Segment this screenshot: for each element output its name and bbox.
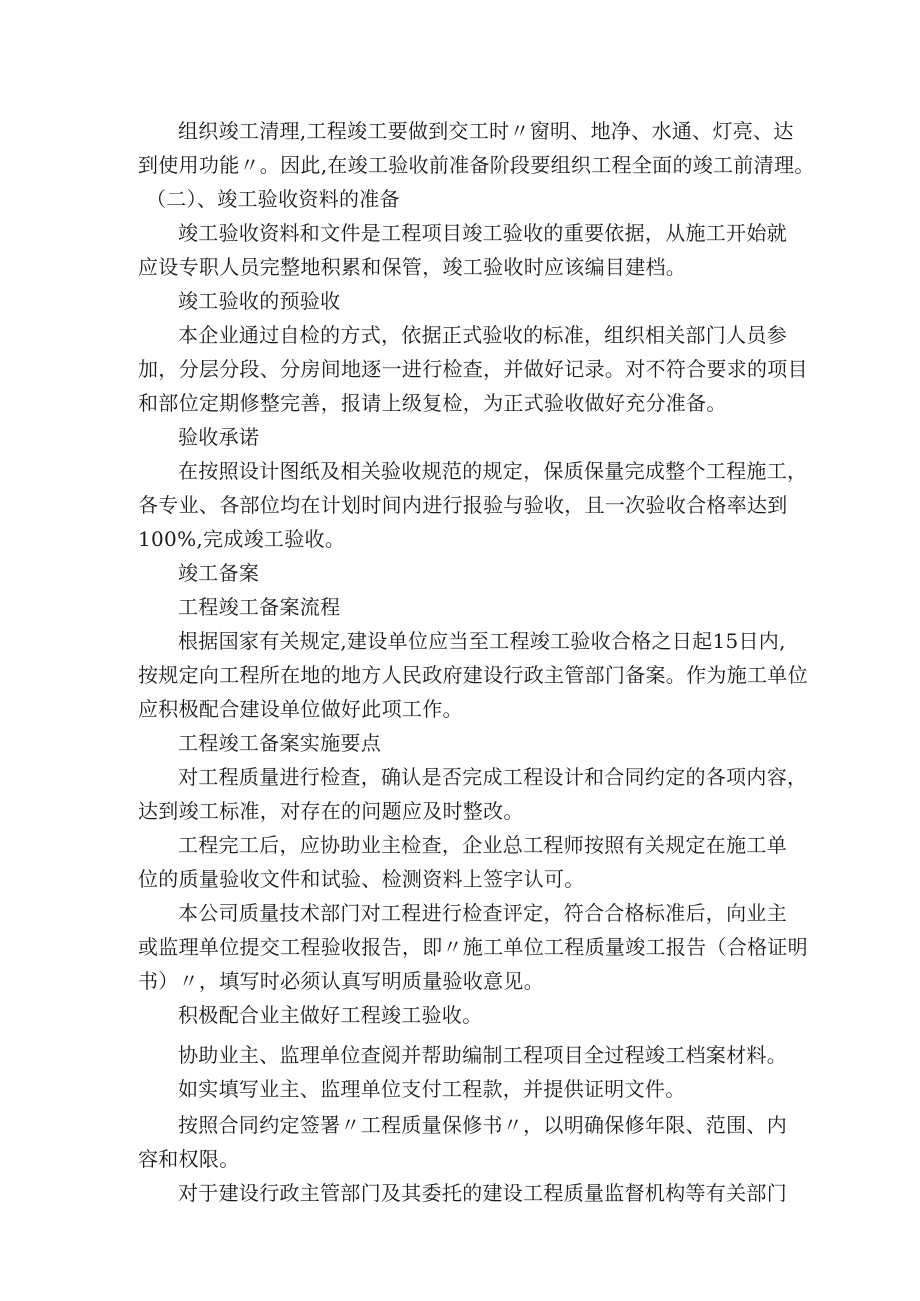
subheading: 工程竣工备案流程 — [178, 595, 341, 619]
text-line: 应设专职人员完整地积累和保管，竣工验收时应该编目建档。 — [138, 255, 687, 279]
text-line: 如实填写业主、监理单位支付工程款，并提供证明文件。 — [178, 1077, 686, 1101]
text-line: 按照合同约定签署〃工程质量保修书〃，以明确保修年限、范围、内 — [178, 1113, 787, 1137]
text-line: 根据国家有关规定,建设单位应当至工程竣工验收合格之日起15日内, — [178, 629, 786, 653]
text-line: 组织竣工清理,工程竣工要做到交工时〃窗明、地净、水通、灯亮、达 — [178, 119, 794, 143]
text-line: 容和权限。 — [138, 1147, 240, 1171]
text-line: 加，分层分段、分房间地逐一进行检查，并做好记录。对不符合要求的项目 — [138, 357, 808, 381]
text-line: 和部位定期修整完善，报请上级复检，为正式验收做好充分准备。 — [138, 391, 727, 415]
text-line: 本公司质量技术部门对工程进行检查评定，符合合格标准后，向业主 — [178, 901, 787, 925]
text-line: 各专业、各部位均在计划时间内进行报验与验收，且一次验收合格率达到 — [138, 493, 788, 517]
text-line: 书）〃，填写时必须认真写明质量验收意见。 — [138, 969, 544, 993]
subheading: 竣工验收的预验收 — [178, 289, 341, 313]
text-line: 对于建设行政主管部门及其委托的建设工程质量监督机构等有关部门 — [178, 1181, 787, 1205]
text-line: 积极配合业主做好工程竣工验收。 — [178, 1003, 483, 1027]
text-line: 竣工验收资料和文件是工程项目竣工验收的重要依据，从施工开始就 — [178, 221, 787, 245]
subheading: 验收承诺 — [178, 425, 260, 449]
text-line: 应积极配合建设单位做好此项工作。 — [138, 697, 463, 721]
text-line: 到使用功能〃。因此,在竣工验收前准备阶段要组织工程全面的竣工前清理。 — [138, 153, 815, 177]
text-line: 协助业主、监理单位查阅并帮助编制工程项目全过程竣工档案材料。 — [178, 1043, 787, 1067]
text-line: 工程完工后，应协助业主检查，企业总工程师按照有关规定在施工单 — [178, 833, 787, 857]
text-line: 达到竣工标准，对存在的问题应及时整改。 — [138, 799, 524, 823]
text-line: 100%,完成竣工验收。 — [138, 527, 346, 551]
subheading: 工程竣工备案实施要点 — [178, 731, 381, 755]
text-line: 或监理单位提交工程验收报告，即〃施工单位工程质量竣工报告（合格证明 — [138, 935, 808, 959]
text-line: 在按照设计图纸及相关验收规范的规定，保质保量完成整个工程施工， — [178, 459, 808, 483]
subheading: 竣工备案 — [178, 561, 260, 585]
text-line: 按规定向工程所在地的地方人民政府建设行政主管部门备案。作为施工单位 — [138, 663, 808, 687]
text-line: 本企业通过自检的方式，依据正式验收的标准，组织相关部门人员参 — [178, 323, 787, 347]
text-line: 对工程质量进行检查，确认是否完成工程设计和合同约定的各项内容， — [178, 765, 808, 789]
text-line: 位的质量验收文件和试验、检测资料上签字认可。 — [138, 867, 585, 891]
section-heading: （二）、竣工验收资料的准备 — [146, 187, 400, 211]
